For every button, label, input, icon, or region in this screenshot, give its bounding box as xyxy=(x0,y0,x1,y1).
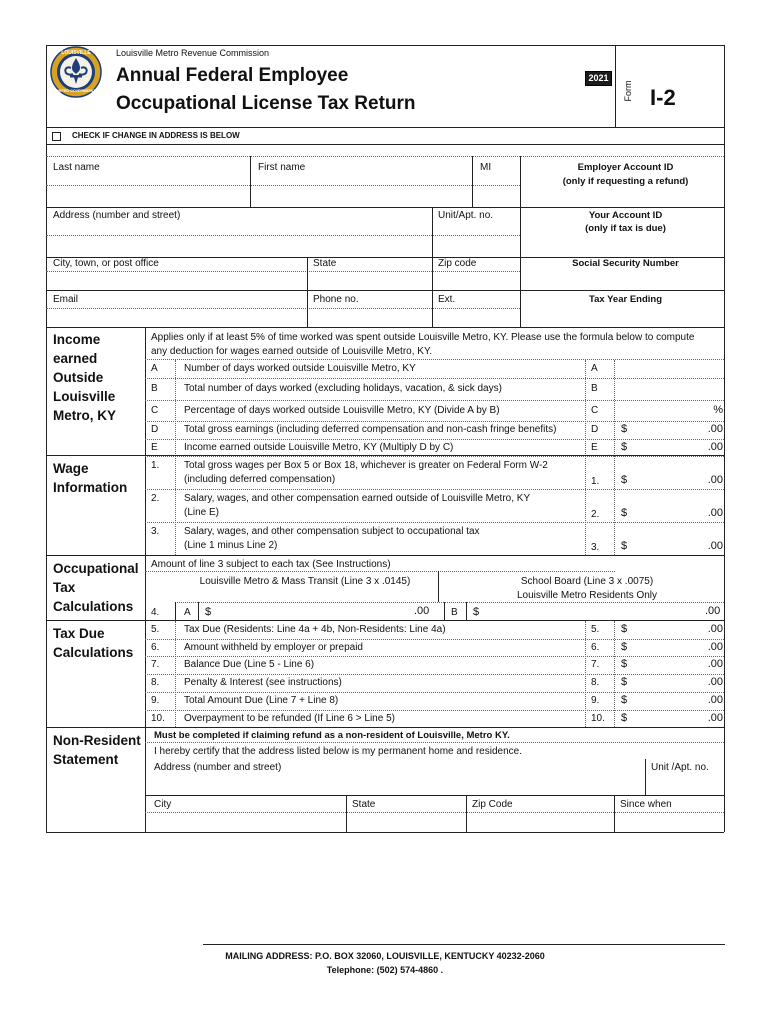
income-row-c-label: C xyxy=(151,405,159,416)
income-row-e-label: E xyxy=(151,442,158,453)
nonresident-zip-label: Zip Code xyxy=(472,799,513,810)
line-4a-metro-tax-input[interactable] xyxy=(215,603,435,619)
last-name-input[interactable] xyxy=(47,186,250,207)
tax-due-line-7-code: 7. xyxy=(591,659,600,670)
wage-line-1-input[interactable] xyxy=(616,457,723,488)
tax-due-line-9-input[interactable] xyxy=(616,693,723,708)
your-account-id-input[interactable] xyxy=(527,238,723,257)
wage-line-1-value: .00 xyxy=(707,474,723,486)
louisville-logo xyxy=(50,46,102,98)
line-4-label: 4. xyxy=(151,607,160,618)
tax-due-line-10-value: .00 xyxy=(707,712,723,724)
nonresident-heading: Must be completed if claiming refund as a non-resident of Louisville, Metro KY. xyxy=(154,730,510,741)
tax-due-line-8-code: 8. xyxy=(591,677,600,688)
your-account-id-label: Your Account ID xyxy=(588,210,663,221)
nonresident-state-label: State xyxy=(352,799,376,810)
income-row-d-value: .00 xyxy=(707,423,723,435)
tax-due-line-7-currency: $ xyxy=(621,658,628,670)
wage-line-2-input[interactable] xyxy=(616,490,723,521)
wage-line-2-text1: Salary, wages, and other compensation earned outside of Louisville Metro, KY xyxy=(184,493,531,504)
tax-due-line-9-value: .00 xyxy=(707,694,723,706)
nonresident-unit-input[interactable] xyxy=(646,776,723,795)
tax-due-line-5-text: Tax Due (Residents: Line 4a + 4b, Non-Residents: Line 4a) xyxy=(184,624,446,635)
occupational-intro: Amount of line 3 subject to each tax (See Instructions) xyxy=(151,559,391,570)
address-input[interactable] xyxy=(47,236,431,257)
nonresident-address-input[interactable] xyxy=(146,776,644,795)
email-label: Email xyxy=(53,294,79,305)
tax-due-line-8-input[interactable] xyxy=(616,675,723,690)
tax-due-line-10-text: Overpayment to be refunded (If Line 6 > Line 5) xyxy=(184,713,395,724)
wage-line-3-label: 3. xyxy=(151,526,160,537)
wage-line-2-currency: $ xyxy=(621,507,628,519)
tax-due-line-8-currency: $ xyxy=(621,676,628,688)
income-row-b-text: Total number of days worked (excluding holidays, vacation, & sick days) xyxy=(184,383,502,394)
first-name-label: First name xyxy=(258,162,306,173)
nonresident-state-input[interactable] xyxy=(347,813,465,831)
line-4b-value: .00 xyxy=(705,605,721,617)
agency-name: Louisville Metro Revenue Commission xyxy=(116,48,270,58)
city-input[interactable] xyxy=(47,272,306,290)
wage-line-2-value: .00 xyxy=(707,507,723,519)
income-row-a-input[interactable] xyxy=(616,361,723,377)
line-4b-label: B xyxy=(451,607,458,618)
tax-year-text: 2021 xyxy=(588,73,609,83)
income-row-c-code: C xyxy=(591,405,599,416)
income-row-c-value: % xyxy=(713,404,723,416)
income-row-e-input[interactable] xyxy=(616,440,723,455)
tax-due-line-9-code: 9. xyxy=(591,695,600,706)
ssn-label: Social Security Number xyxy=(572,258,679,269)
nonresident-since-label: Since when xyxy=(620,799,672,810)
income-intro-line1: Applies only if at least 5% of time worked was spent outside Louisville Metro, KY. Please use the formula below to compute xyxy=(151,332,695,343)
logo-text-bottom: METRO GOVERNMENT xyxy=(56,89,96,93)
section-nonresident: Non-Resident Statement xyxy=(53,733,141,767)
phone-label: Phone no. xyxy=(313,294,359,305)
tax-due-line-6-value: .00 xyxy=(707,641,723,653)
wage-line-3-currency: $ xyxy=(621,540,628,552)
tax-due-line-7-text: Balance Due (Line 5 - Line 6) xyxy=(184,659,315,670)
form-title-line1: Annual Federal Employee xyxy=(116,65,349,86)
wage-line-3-input[interactable] xyxy=(616,523,723,554)
metro-tax-label: Louisville Metro & Mass Transit (Line 3 x .0145) xyxy=(199,576,411,587)
logo-text-top: LOUISVILLE xyxy=(61,50,91,56)
tax-due-line-8-label: 8. xyxy=(151,677,160,688)
income-row-e-value: .00 xyxy=(707,441,723,453)
zip-input[interactable] xyxy=(433,272,520,290)
state-input[interactable] xyxy=(308,272,431,290)
form-id: I-2 xyxy=(650,85,676,110)
employer-account-id-input[interactable] xyxy=(527,188,723,207)
income-row-e-text: Income earned outside Louisville Metro, KY (Multiply D by C) xyxy=(184,442,454,453)
section-wage-information: Wage Information xyxy=(53,461,128,495)
zip-label: Zip code xyxy=(438,258,477,269)
ssn-input[interactable] xyxy=(527,272,723,290)
tax-due-line-7-input[interactable] xyxy=(616,657,723,672)
wage-line-3-value: .00 xyxy=(707,540,723,552)
income-row-a-code: A xyxy=(591,363,598,374)
header xyxy=(0,0,770,130)
email-input[interactable] xyxy=(47,309,306,327)
nonresident-zip-input[interactable] xyxy=(467,813,613,831)
income-row-d-code: D xyxy=(591,424,599,435)
line-4a-value: .00 xyxy=(414,605,430,617)
income-row-c-input[interactable] xyxy=(616,401,723,420)
tax-due-line-7-label: 7. xyxy=(151,659,160,670)
nonresident-since-input[interactable] xyxy=(615,813,723,831)
tax-due-line-8-text: Penalty & Interest (see instructions) xyxy=(184,677,342,688)
income-row-b-input[interactable] xyxy=(616,379,723,399)
nonresident-city-label: City xyxy=(154,799,172,810)
wage-line-1-text1: Total gross wages per Box 5 or Box 18, whichever is greater on Federal Form W-2 xyxy=(184,460,548,471)
ext-input[interactable] xyxy=(433,309,520,327)
income-intro-line2: any deduction for wages earned outside of Louisville Metro, KY. xyxy=(151,346,433,357)
income-row-d-input[interactable] xyxy=(616,422,723,438)
income-row-c-text: Percentage of days worked outside Louisville Metro, KY (Divide A by B) xyxy=(184,405,500,416)
tax-due-line-6-code: 6. xyxy=(591,642,600,653)
income-row-d-currency: $ xyxy=(621,423,628,435)
wage-line-1-label: 1. xyxy=(151,460,160,471)
line-4b-currency: $ xyxy=(473,606,480,618)
tax-due-line-5-label: 5. xyxy=(151,624,160,635)
income-row-d-label: D xyxy=(151,424,159,435)
section-income-outside: Income earned Outside Louisville Metro, KY xyxy=(53,332,117,423)
tax-due-line-6-text: Amount withheld by employer or prepaid xyxy=(184,642,363,653)
form-label-text: Form xyxy=(623,80,633,102)
city-label: City, town, or post office xyxy=(53,258,159,269)
tax-due-line-5-input[interactable] xyxy=(616,622,723,637)
wage-line-1-code: 1. xyxy=(591,476,600,487)
tax-due-line-6-input[interactable] xyxy=(616,640,723,655)
income-row-d-text: Total gross earnings (including deferred compensation and non-cash fringe benefits) xyxy=(184,424,557,435)
tax-due-line-6-label: 6. xyxy=(151,642,160,653)
tax-due-line-10-label: 10. xyxy=(151,713,165,724)
income-row-e-code: E xyxy=(591,442,598,453)
tax-due-line-8-value: .00 xyxy=(707,676,723,688)
line-4b-school-tax-input[interactable] xyxy=(483,603,698,619)
wage-line-2-code: 2. xyxy=(591,509,600,520)
wage-line-2-text2: (Line E) xyxy=(184,507,220,518)
tax-due-line-10-currency: $ xyxy=(621,712,628,724)
mailing-address: MAILING ADDRESS: P.O. BOX 32060, LOUISVILLE, KENTUCKY 40232-2060 xyxy=(225,951,545,961)
tax-due-line-10-code: 10. xyxy=(591,713,605,724)
wage-line-3-text2: (Line 1 minus Line 2) xyxy=(184,540,278,551)
wage-line-2-label: 2. xyxy=(151,493,160,504)
first-name-input[interactable] xyxy=(251,186,472,207)
wage-line-3-text1: Salary, wages, and other compensation subject to occupational tax xyxy=(184,526,480,537)
tax-year-ending-input[interactable] xyxy=(527,309,723,327)
nonresident-address-label: Address (number and street) xyxy=(154,762,282,773)
tax-due-line-10-input[interactable] xyxy=(616,711,723,726)
income-row-b-label: B xyxy=(151,383,158,394)
income-row-b-code: B xyxy=(591,383,598,394)
tax-due-line-6-currency: $ xyxy=(621,641,628,653)
tax-due-line-5-value: .00 xyxy=(707,623,723,635)
section-occupational-tax: Occupational Tax Calculations xyxy=(53,561,139,614)
line-4a-label: A xyxy=(184,607,191,618)
wage-line-1-text2: (including deferred compensation) xyxy=(184,474,336,485)
unit-label: Unit/Apt. no. xyxy=(438,210,494,221)
mi-input[interactable] xyxy=(473,186,520,207)
your-account-id-note: (only if tax is due) xyxy=(585,223,666,234)
state-label: State xyxy=(313,258,337,269)
unit-input[interactable] xyxy=(433,236,520,257)
phone-input[interactable] xyxy=(308,309,431,327)
tax-due-line-7-value: .00 xyxy=(707,658,723,670)
tax-due-line-9-text: Total Amount Due (Line 7 + Line 8) xyxy=(184,695,339,706)
mi-label: MI xyxy=(480,162,492,173)
school-board-note: Louisville Metro Residents Only xyxy=(516,590,658,601)
employer-id-label: Employer Account ID xyxy=(577,162,674,173)
tax-year-badge xyxy=(585,71,612,86)
tax-due-line-9-currency: $ xyxy=(621,694,628,706)
nonresident-certify: I hereby certify that the address listed below is my permanent home and residence. xyxy=(154,746,522,757)
nonresident-unit-label: Unit /Apt. no. xyxy=(651,762,709,773)
tax-due-line-5-currency: $ xyxy=(621,623,628,635)
income-row-a-label: A xyxy=(151,363,158,374)
address-label: Address (number and street) xyxy=(53,210,181,221)
school-board-label: School Board (Line 3 x .0075) xyxy=(520,576,654,587)
income-row-a-text: Number of days worked outside Louisville Metro, KY xyxy=(184,363,416,374)
tax-due-line-9-label: 9. xyxy=(151,695,160,706)
tax-year-ending-label: Tax Year Ending xyxy=(588,294,663,305)
wage-line-1-currency: $ xyxy=(621,474,628,486)
employer-id-note: (only if requesting a refund) xyxy=(562,176,689,187)
line-4a-currency: $ xyxy=(205,606,212,618)
ext-label: Ext. xyxy=(438,294,456,305)
income-row-e-currency: $ xyxy=(621,441,628,453)
nonresident-city-input[interactable] xyxy=(146,813,345,831)
address-change-label: CHECK IF CHANGE IN ADDRESS IS BELOW xyxy=(72,131,240,140)
last-name-label: Last name xyxy=(53,162,100,173)
telephone: Telephone: (502) 574-4860 . xyxy=(326,965,444,975)
address-change-checkbox[interactable] xyxy=(52,132,61,141)
tax-due-line-5-code: 5. xyxy=(591,624,600,635)
wage-line-3-code: 3. xyxy=(591,542,600,553)
section-tax-due: Tax Due Calculations xyxy=(53,626,134,660)
form-label xyxy=(618,80,638,102)
form-title-line2: Occupational License Tax Return xyxy=(116,93,416,114)
